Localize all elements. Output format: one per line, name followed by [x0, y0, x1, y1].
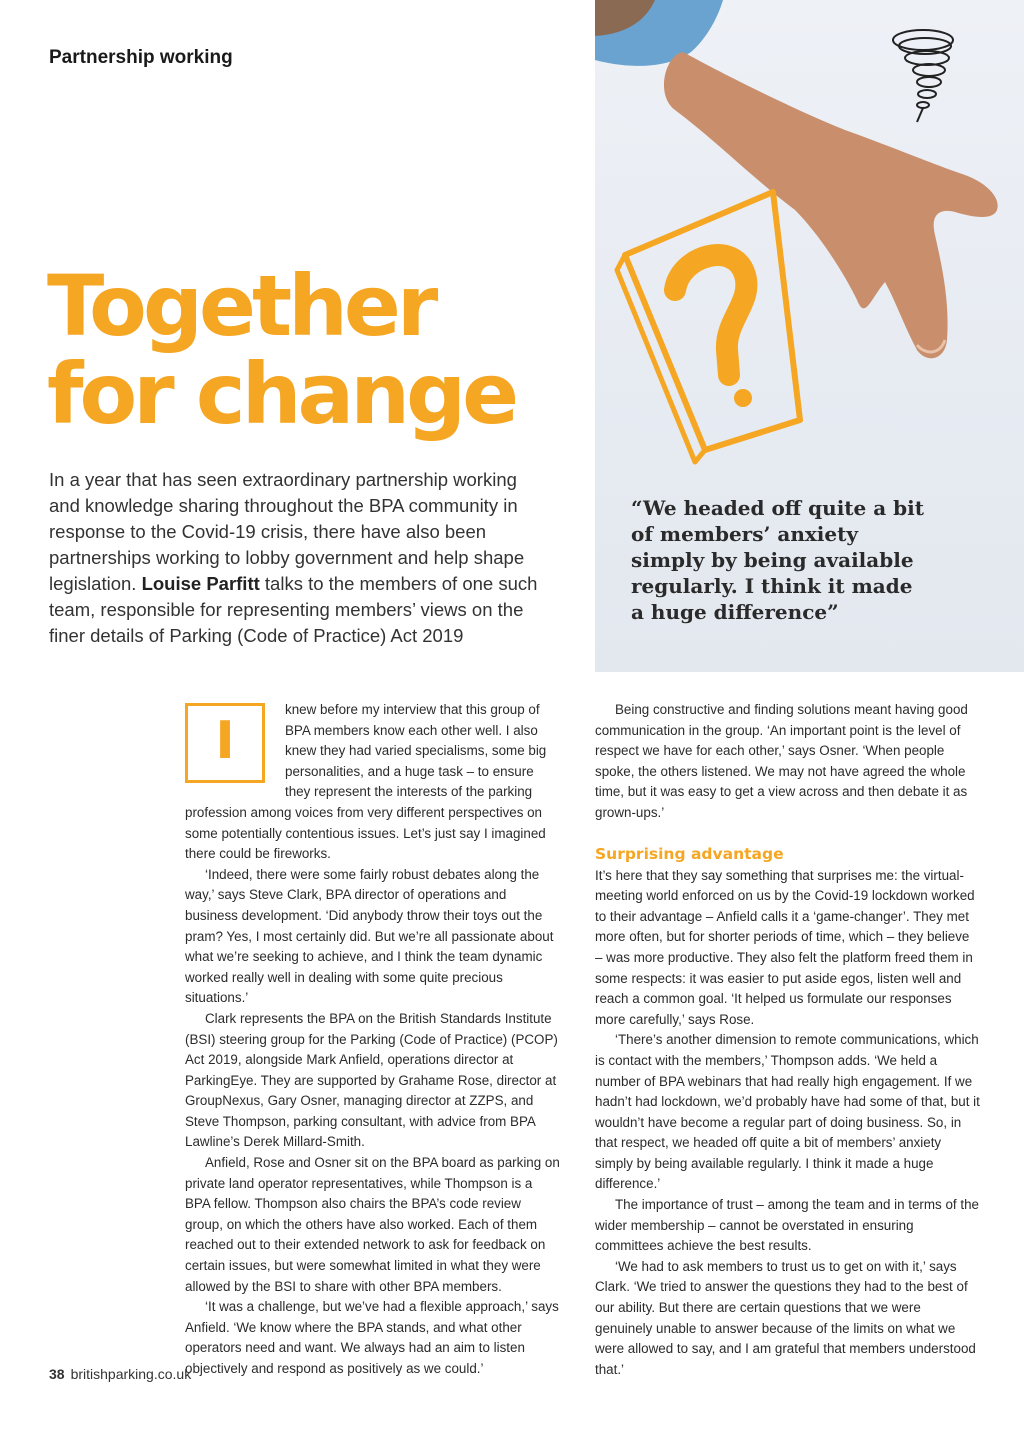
standfirst-text-1: In a year that has seen extraordinary partnership working and knowledge sharing throughout the BPA community in response to the Covid-19 crisis, there have also been partnerships working to lobby government and help shape legislation. — [49, 469, 525, 594]
headline-line-1: Together — [47, 257, 435, 355]
question-mark-icon — [675, 255, 746, 375]
headline-line-2: for change — [47, 345, 516, 443]
pull-quote: “We headed off quite a bit of members’ anxiety simply by being available regularly. I think it made a huge difference” — [631, 496, 924, 624]
body-column-1 — [185, 700, 560, 1380]
drop-cap-letter: I — [215, 711, 235, 771]
standfirst-text-2: talks to the members of one such team, responsible for representing members’ views on the finer details of Parking (Code of Practice) Act 2019 — [49, 573, 538, 646]
page-number: 38 — [49, 1366, 65, 1382]
sign-outline — [625, 192, 800, 450]
body-paragraph: Anfield, Rose and Osner sit on the BPA board as parking on private land operator representatives, while Thompson is a BPA fellow. Thompson also chairs the BPA’s code review group, on which the others have also worked. Each of them reached out to their extended network to ask for feedback on certain issues, but were somewhat limited in what they were allowed by the BSI to share with other BPA members. — [185, 1155, 560, 1294]
page-footer — [49, 1366, 191, 1382]
tornado-icon — [893, 30, 953, 122]
sign-edge — [617, 255, 705, 462]
drop-cap — [185, 703, 271, 789]
hand — [664, 52, 998, 358]
body-paragraph: Being constructive and finding solutions meant having good communication in the group. ‘An important point is the level of respect we have for each other,’ says Osner. ‘When people spoke, the others listened. We may not have agreed the whole time, but it was easy to get a view across and then debate it as grown-ups.’ — [595, 702, 968, 820]
body-paragraph: ‘There’s another dimension to remote communications, which is contact with the members,’ Thompson adds. ‘We held a number of BPA webinars that had really high engagement. If we hadn’t had lockdown, we’d probably have had some of that, but it wouldn’t have become a regular part of doing business. So, in that respect, we headed off quite a bit of members’ anxiety simply by being available regularly. I think it made a huge difference.’ — [595, 1032, 980, 1192]
standfirst — [49, 467, 549, 649]
body-paragraph: ‘Indeed, there were some fairly robust debates along the way,’ says Steve Clark, BPA director of operations and business development. ‘Did anybody throw their toys out the pram? Yes, I most certainly did. But we’re all passionate about what we’re seeking to achieve, and I think the team dynamic worked really well in dealing with some quite precious situations.’ — [185, 866, 554, 1006]
subheading: Surprising advantage — [595, 844, 784, 863]
body-paragraph: It’s here that they say something that surprises me: the virtual-meeting world enforced on us by the Covid-19 lockdown worked to their advantage – Anfield calls it a ‘game-changer’. They met more often, but for shorter periods of time, which – they believe – was more productive. They also felt the platform freed them in some respects: it was easier to put aside egos, listen well and reach a common goal. ‘It helped us formulate our responses more carefully,’ says Rose. — [595, 867, 975, 1027]
body-paragraph: ‘We had to ask members to trust us to get on with it,’ says Clark. ‘We tried to answer the questions they had to the best of our ability. But there are certain questions that we were genuinely unable to answer because of the limits on what we were allowed to say, and I am grateful that members understood that.’ — [595, 1258, 976, 1377]
question-dot — [734, 389, 752, 407]
body-paragraph: knew before my interview that this group of BPA members know each other well. I also knew they had varied specialisms, some big personalities, and a huge task – to ensure they represent the interests of the parking profession among voices from very different perspectives on some potentially contentious issues. Let’s just say I imagined there could be fireworks. — [185, 702, 547, 862]
headline — [47, 257, 516, 443]
body-paragraph: The importance of trust – among the team and in terms of the wider membership – cannot be overstated in ensuring committees achieve the best results. — [595, 1197, 979, 1254]
body-column-2 — [595, 700, 980, 1380]
body-paragraph: Clark represents the BPA on the British Standards Institute (BSI) steering group for the Parking (Code of Practice) (PCOP) Act 2019, alongside Mark Anfield, operations director at ParkingEye. They are supported by Grahame Rose, director at GroupNexus, Gary Osner, managing director at ZZPS, and Steve Thompson, parking consultant, with advice from BPA Lawline’s Derek Millard-Smith. — [185, 1010, 558, 1150]
body-paragraph: ‘It was a challenge, but we’ve had a flexible approach,’ says Anfield. ‘We know where the BPA stands, and what other operators need and want. We always had an aim to listen objectively and respond as positively as we could.’ — [185, 1299, 559, 1376]
author-name: Louise Parfitt — [141, 573, 260, 594]
section-label: Partnership working — [49, 47, 233, 68]
footer-site: britishparking.co.uk — [70, 1366, 192, 1382]
